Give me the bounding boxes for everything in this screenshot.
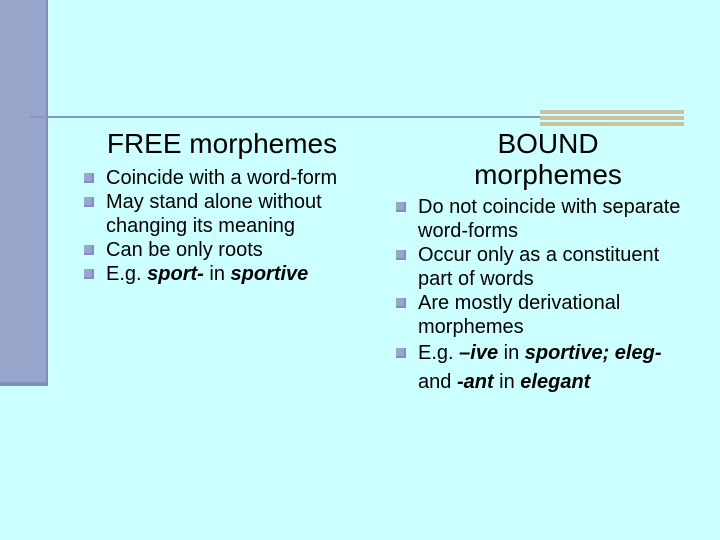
bullet-square-icon	[396, 202, 406, 212]
bullet-text: Occur only as a constituent part of words	[418, 244, 660, 290]
left-bar-shadow	[46, 0, 48, 386]
left-bar-bottom-edge	[0, 382, 48, 386]
bullet-text: Coincide with a word-form	[106, 167, 338, 189]
bullet-square-icon	[396, 298, 406, 308]
example-connector: in	[498, 342, 525, 364]
free-morphemes-list	[84, 166, 374, 286]
bullet-square-icon	[84, 245, 94, 255]
list-item	[396, 291, 696, 339]
example-term: –ive	[459, 342, 499, 364]
bullet-square-icon	[84, 173, 94, 183]
bound-morphemes-list	[396, 195, 696, 397]
example-term: elegant	[520, 371, 591, 393]
example-term: sport-	[147, 263, 204, 285]
bullet-text: Are mostly derivational morphemes	[418, 292, 621, 338]
list-item	[84, 238, 374, 262]
example-connector: in	[203, 263, 231, 285]
list-item-example	[84, 262, 374, 286]
list-item	[84, 190, 374, 238]
example-term: -ant	[456, 371, 494, 393]
example-term: sportive	[230, 263, 309, 285]
list-item	[84, 166, 374, 190]
bullet-square-icon	[84, 197, 94, 207]
list-item-example	[396, 339, 696, 397]
example-connector: and	[418, 371, 457, 393]
bound-heading-line2: morphemes	[474, 159, 622, 190]
left-decorative-bar	[0, 0, 46, 382]
bound-morphemes-heading	[426, 128, 670, 190]
free-morphemes-heading: FREE morphemes	[106, 128, 338, 159]
bullet-square-icon	[396, 250, 406, 260]
example-term: sportive;	[524, 342, 610, 364]
example-term: eleg-	[614, 342, 662, 364]
bullet-square-icon	[84, 269, 94, 279]
bullet-text: Do not coincide with separate word-forms	[418, 196, 681, 242]
bullet-text: May stand alone without changing its meaning	[106, 191, 322, 237]
bullet-text: Can be only roots	[106, 239, 263, 261]
example-prefix: E.g.	[106, 263, 148, 285]
bound-heading-line1: BOUND	[497, 128, 599, 159]
accent-stripes	[540, 110, 684, 126]
example-connector: in	[493, 371, 521, 393]
example-prefix: E.g.	[418, 342, 460, 364]
bullet-square-icon	[396, 348, 406, 358]
list-item	[396, 195, 696, 243]
list-item	[396, 243, 696, 291]
